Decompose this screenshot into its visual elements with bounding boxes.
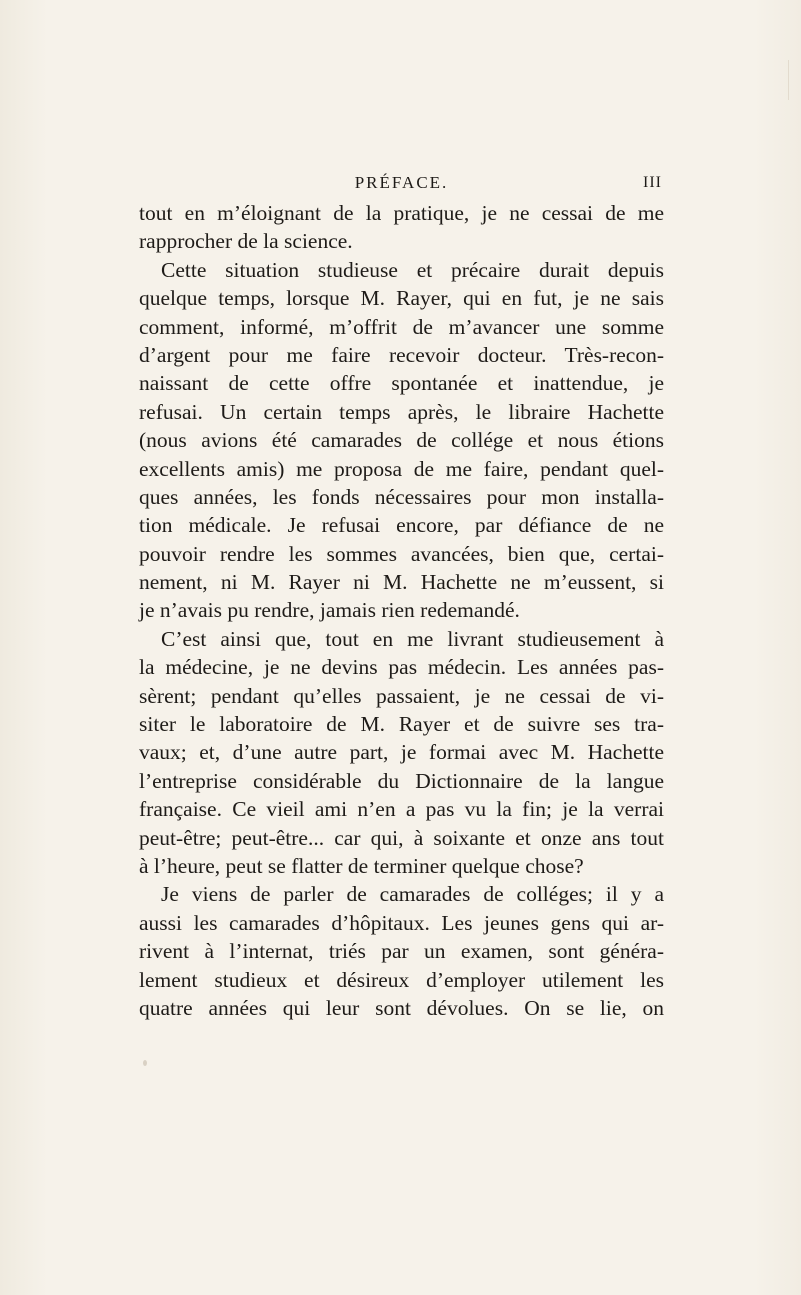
text-line: pouvoir rendre les sommes avancées, bien que, certai- [139, 541, 664, 566]
text-line: nement, ni M. Rayer ni M. Hachette ne m’eussent, si [139, 570, 664, 595]
text-line: à l’heure, peut se flatter de terminer quelque chose? [139, 853, 584, 878]
text-line: rivent à l’internat, triés par un examen, sont généra- [139, 939, 664, 964]
text-line: la médecine, je ne devins pas médecin. Les années pas- [139, 655, 664, 680]
text-line: quelque temps, lorsque M. Rayer, qui en fut, je ne sais [139, 286, 664, 311]
text-line: aussi les camarades d’hôpitaux. Les jeunes gens qui ar- [139, 910, 664, 935]
text-line: rapprocher de la science. [139, 229, 353, 254]
text-line: l’entreprise considérable du Dictionnaire de la langue [139, 768, 664, 793]
text-line: je n’avais pu rendre, jamais rien redemandé. [139, 598, 520, 623]
text-line: comment, informé, m’offrit de m’avancer une somme [139, 314, 664, 339]
paper-speck [143, 1060, 147, 1066]
text-line: excellents amis) me proposa de me faire, pendant quel- [139, 456, 664, 481]
page-edge-mark [770, 60, 789, 100]
text-line: ques années, les fonds nécessaires pour mon installa- [139, 484, 664, 509]
text-line: siter le laboratoire de M. Rayer et de suivre ses tra- [139, 712, 664, 737]
text-line: tion médicale. Je refusai encore, par défiance de ne [139, 513, 664, 538]
text-line: C’est ainsi que, tout en me livrant studieusement à [161, 626, 664, 651]
body-text [139, 199, 664, 1022]
text-line: vaux; et, d’une autre part, je formai avec M. Hachette [139, 740, 664, 765]
text-line: lement studieux et désireux d’employer utilement les [139, 967, 664, 992]
text-line: refusai. Un certain temps après, le libraire Hachette [139, 399, 664, 424]
text-line: quatre années qui leur sont dévolues. On se lie, on [139, 995, 664, 1020]
text-line: sèrent; pendant qu’elles passaient, je ne cessai de vi- [139, 683, 664, 708]
text-line: peut-être; peut-être... car qui, à soixante et onze ans tout [139, 825, 664, 850]
text-line: d’argent pour me faire recevoir docteur. Très-recon- [139, 342, 664, 367]
text-line: tout en m’éloignant de la pratique, je ne cessai de me [139, 201, 664, 225]
page-header [139, 173, 664, 195]
running-title: PRÉFACE. [354, 173, 449, 192]
text-line: Je viens de parler de camarades de colléges; il y a [161, 882, 664, 907]
text-line: naissant de cette offre spontanée et inattendue, je [139, 371, 664, 396]
text-line: (nous avions été camarades de collége et nous étions [139, 428, 664, 453]
text-line: Cette situation studieuse et précaire durait depuis [161, 257, 664, 282]
page-number: III [643, 174, 662, 191]
text-line: française. Ce vieil ami n’en a pas vu la fin; je la verrai [139, 797, 664, 822]
